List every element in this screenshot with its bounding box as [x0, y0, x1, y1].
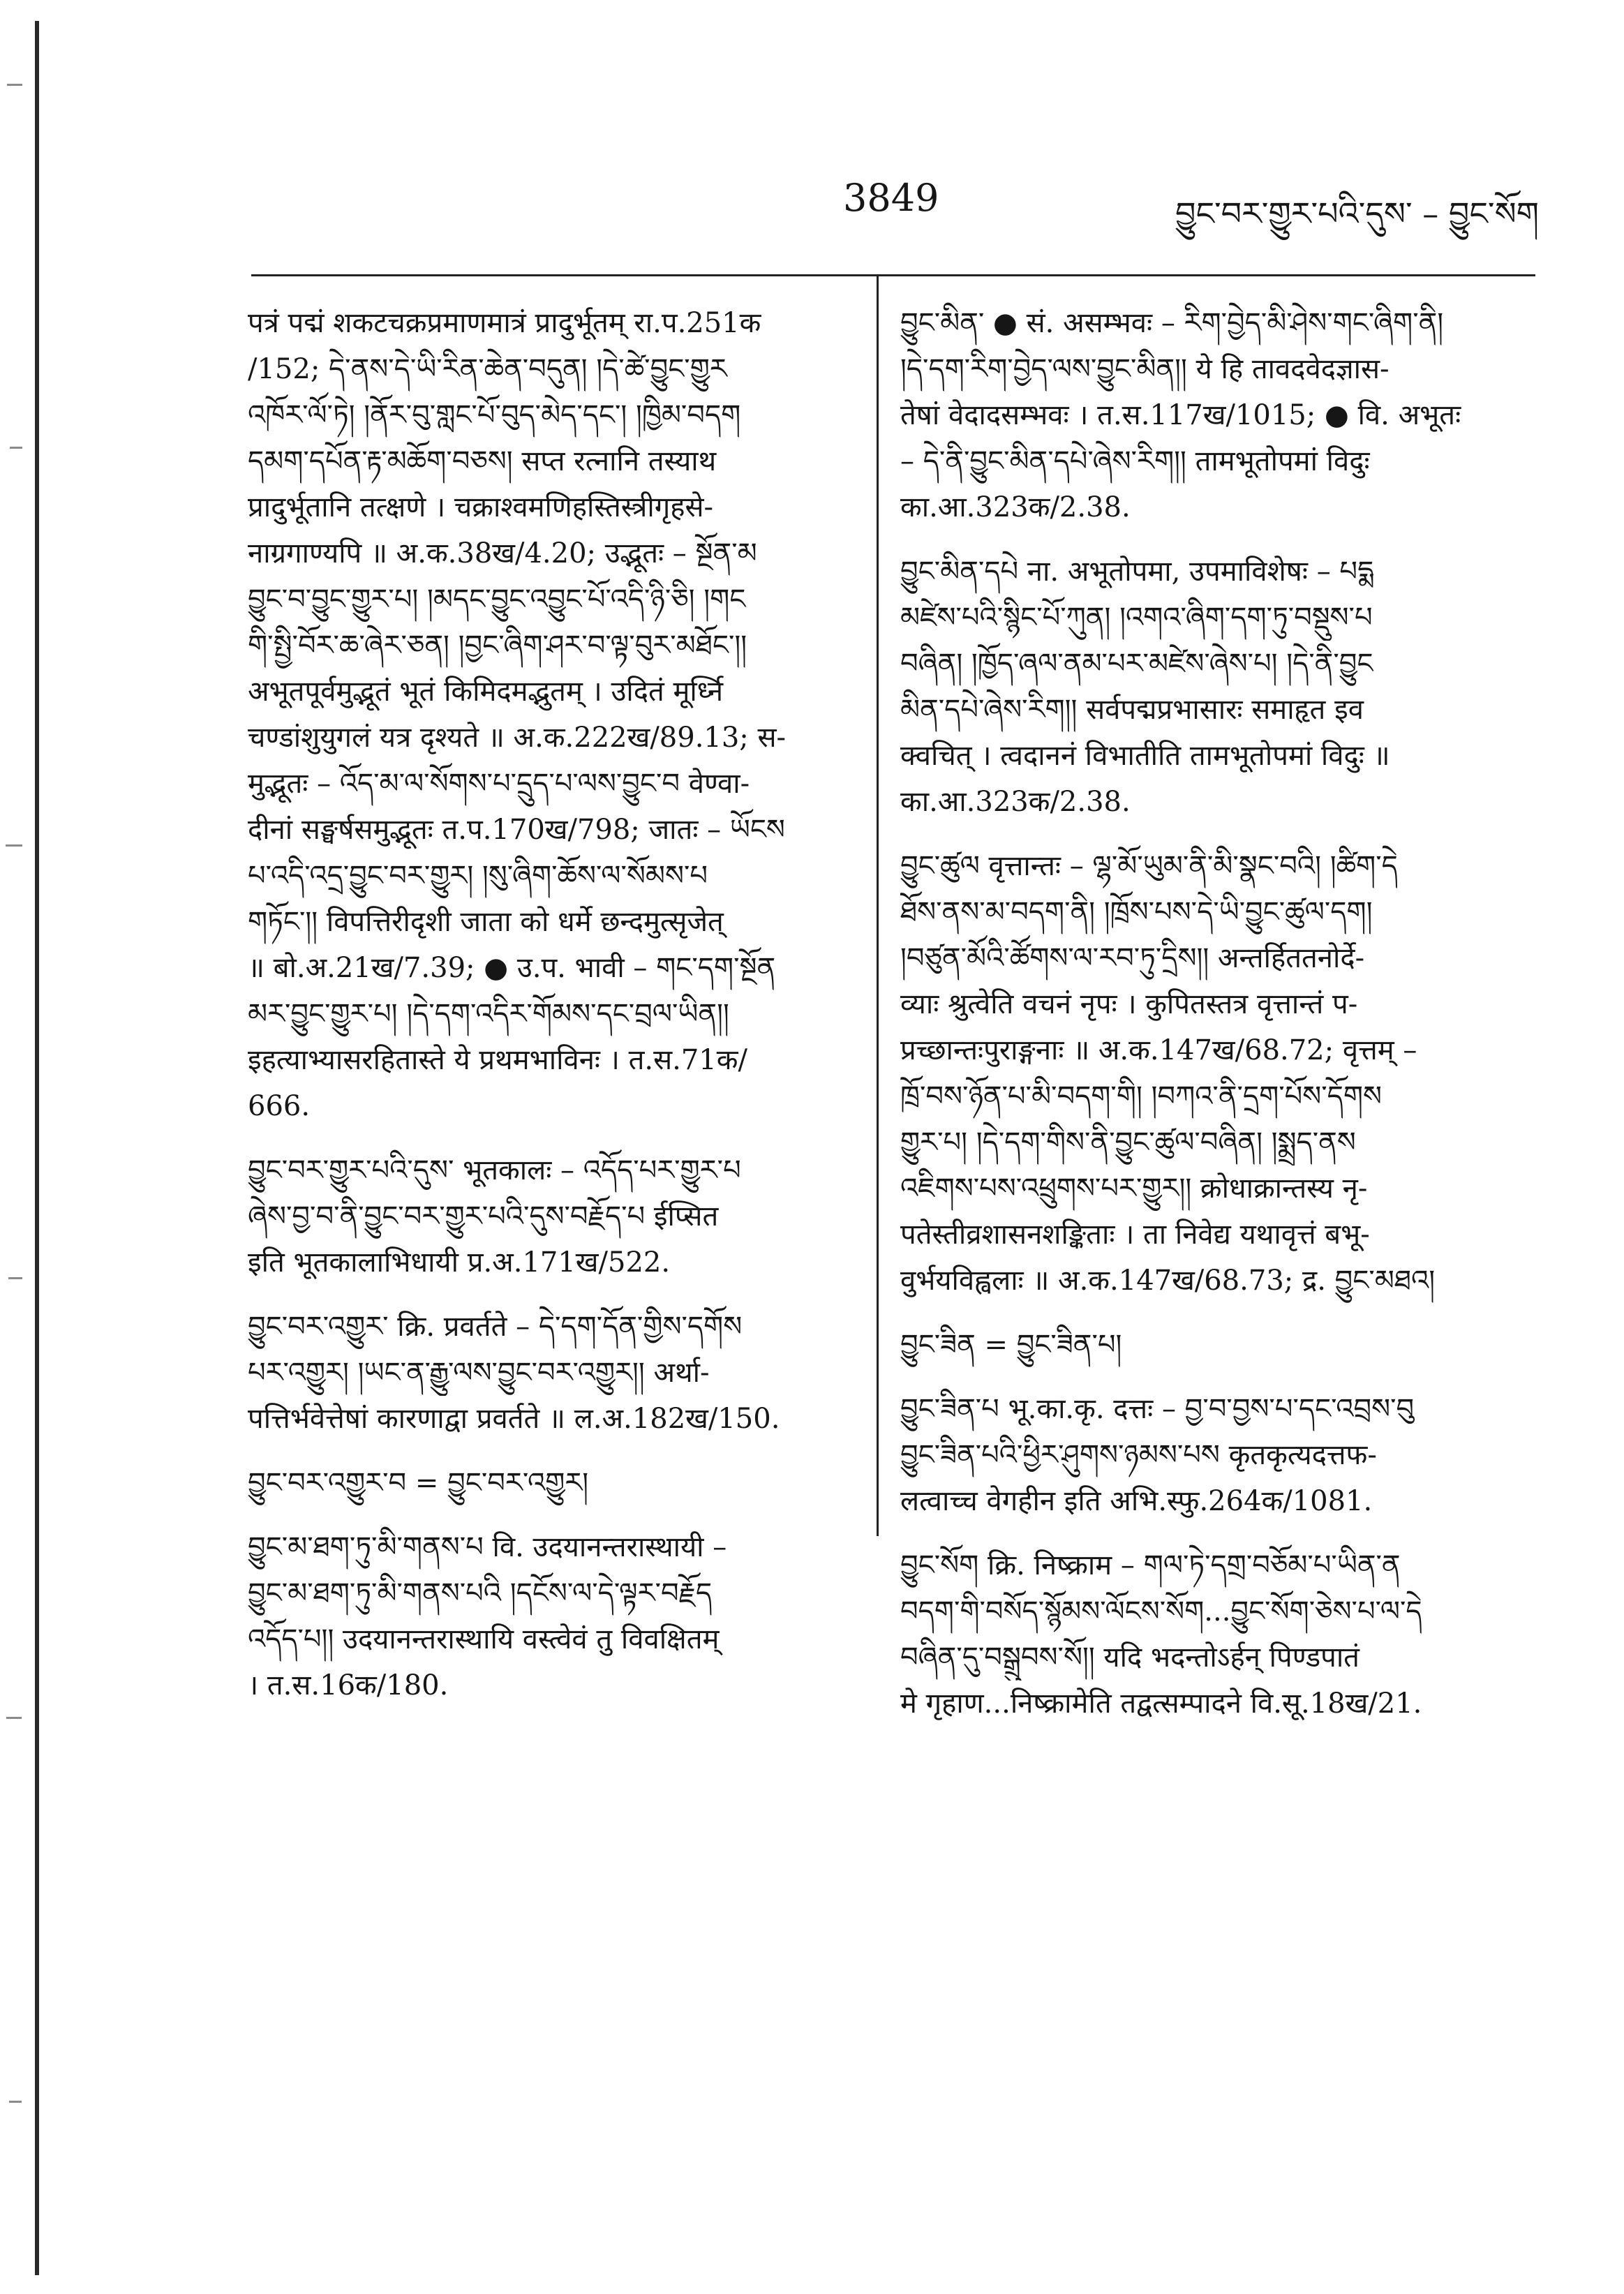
entry-line: གཏོང་།། विपत्तिरीदृशी जाता को धर्मे छन्दमुत्सृजेत् — [248, 906, 724, 938]
entry-line: ॥ बो.अ.21ख/7.39; ● उ.प. भावी – གང་དག་སྔོན — [248, 952, 776, 984]
dictionary-entry — [248, 1524, 855, 1708]
entry-headline: བྱུང་ཟིན་པ भू.का.कृ. दत्तः – བྱ་བ་བྱས་པ་དང་འབྲས་བུ — [900, 1393, 1415, 1425]
entry-line: མར་བྱུང་གྱུར་པ། །དེ་དག་འདིར་གོམས་དང་བྲལ་ཡིན།། — [248, 998, 729, 1030]
dictionary-entry — [248, 300, 855, 1129]
entry-line: པར་འགྱུར། །ཡང་ན་རྒྱུ་ལས་བྱུང་བར་འགྱུར།། अर्था- — [248, 1357, 710, 1389]
header-rule — [251, 274, 1535, 276]
entry-line: འཁོར་ལོ་ཏེ། །ནོར་བུ་གླང་པོ་བུད་མེད་དང་། །ཁྱིམ་བདག — [248, 399, 741, 431]
entry-headline: བྱུང་བར་གྱུར་པའི་དུས་ भूतकालः – འདོད་པར་གྱུར་པ — [248, 1154, 741, 1186]
column-divider — [877, 276, 879, 1536]
entry-line: འཇིགས་པས་འཕྲུགས་པར་གྱུར།། क्रोधाक्रान्तस्य नृ- — [900, 1172, 1368, 1205]
entry-line: व्याः श्रुत्वेति वचनं नृपः । कुपितस्तत्र वृत्तान्तं प- — [900, 988, 1358, 1020]
entry-line: अभूतपूर्वमुद्भूतं भूतं किमिदमद्भुतम् । उदितं मूर्ध्नि — [248, 676, 724, 708]
entry-headline: བྱུང་སོག क्रि. निष्क्राम – གལ་ཏེ་དགྲ་བཅོམ་པ་ཡིན་ན — [900, 1549, 1401, 1581]
entry-line: मुद्भूतः – འོད་མ་ལ་སོགས་པ་དྲུད་པ་ལས་བྱུང་བ वेण्वा- — [248, 768, 750, 800]
dictionary-entry — [900, 549, 1507, 825]
entry-line: तेषां वेदादसम्भवः । त.स.117ख/1015; ● वि. अभूतः — [900, 399, 1461, 431]
entry-line: प्रादुर्भूतानि तत्क्षणे । चक्राश्वमणिहस्तिस्त्रीगृहसे- — [248, 491, 714, 523]
entry-headline: བྱུང་མིན་དཔེ ना. अभूतोपमा, उपमाविशेषः – པདྨ — [900, 556, 1374, 588]
entry-line: ཐོས་ནས་མ་བདག་ནི། །ཁྲོས་པས་དེ་ཡི་བྱུང་ཚུལ་དག། — [900, 896, 1373, 928]
entry-line: པ་འདི་འདྲ་བྱུང་བར་གྱུར། །སུ་ཞིག་ཆོས་ལ་སོམས་པ — [248, 860, 708, 892]
entry-line: བྱུང་བ་བྱུང་གྱུར་པ། །མདང་བྱུང་འབྱུང་པོ་འདི་ཉི་ཅི། །གང — [248, 583, 746, 616]
entry-line: लत्वाच्च वेगहीन इति अभि.स्फु.264क/1081. — [900, 1485, 1373, 1517]
entry-line: का.आ.323क/2.38. — [900, 491, 1131, 523]
entry-headline: पत्रं पद्मं शकटचक्रप्रमाणमात्रं प्रादुर्भूतम् रा.प.251क — [248, 307, 761, 339]
dictionary-entry — [900, 1386, 1507, 1524]
entry-line: དམག་དཔོན་རྟ་མཆོག་བཅས། सप्त रत्नानि तस्याथ — [248, 445, 717, 477]
running-head: བྱུང་བར་གྱུར་པའི་དུས་ – བྱུང་སོག — [1175, 195, 1539, 232]
entry-line: འདོད་པ།། उदयानन्तरास्थायि वस्त्वेवं तु विवक्षितम् — [248, 1623, 720, 1655]
entry-line: पत्तिर्भवेत्तेषां कारणाद्वा प्रवर्तते ॥ ल.अ.182ख/150. — [248, 1403, 780, 1435]
entry-line: – དེ་ནི་བྱུང་མིན་དཔེ་ཞེས་རིག།། तामभूतोपमां विदुः — [900, 445, 1370, 477]
entry-line: །བཙུན་མོའི་ཚོགས་ལ་རབ་ཏུ་དྲིས།། अन्तर्हिततनोर्दे- — [900, 942, 1365, 974]
dictionary-entry — [248, 1304, 855, 1442]
entry-headline: བྱུང་བར་འགྱུར་བ = བྱུང་བར་འགྱུར། — [248, 1467, 589, 1499]
entry-headline: བྱུང་མ་ཐག་ཏུ་མི་གནས་པ वि. उदयानन्तरास्थायी – — [248, 1531, 727, 1563]
right-column — [900, 300, 1507, 1745]
entry-line: इति भूतकालाभिधायी प्र.अ.171ख/522. — [248, 1246, 671, 1279]
dictionary-entry — [900, 1322, 1507, 1368]
entry-line: प्रच्छान्तःपुराङ्गनाः ॥ अ.क.147ख/68.72; वृत्तम् – — [900, 1034, 1417, 1066]
dictionary-entry — [900, 1542, 1507, 1727]
dictionary-entry — [248, 1460, 855, 1506]
entry-line: མིན་དཔེ་ཞེས་རིག།། सर्वपद्मप्रभासारः समाहृत इव — [900, 694, 1364, 726]
entry-line: བྱུང་མ་ཐག་ཏུ་མི་གནས་པའི །དངོས་ལ་དེ་ལྟར་བརྗོད — [248, 1577, 713, 1609]
entry-headline: བྱུང་ཟིན = བྱུང་ཟིན་པ། — [900, 1329, 1122, 1361]
entry-line: नाग्रगाण्यपि ॥ अ.क.38ख/4.20; उद्भूतः – སྔོན་མ — [248, 537, 757, 569]
entry-line: वुर्भयविह्वलाः ॥ अ.क.147ख/68.73; द्र. བྱུང་མཐའ། — [900, 1265, 1436, 1297]
entry-line: का.आ.323क/2.38. — [900, 786, 1131, 818]
dictionary-entry — [248, 1147, 855, 1286]
entry-line: གི་སྤྱི་བོར་ཆ་ཞེར་ཅན། །བྱང་ཞིག་ཤར་བ་ལྟ་བུར་མཐོང་།། — [248, 630, 747, 662]
entry-line: བྱུང་ཟིན་པའི་ཕྱིར་ཤུགས་ཉམས་པས कृतकृत्यदत्तफ- — [900, 1439, 1377, 1471]
entry-line: /152; དེ་ནས་དེ་ཡི་རིན་ཆེན་བདུན། །དེ་ཚེ་བྱུང་གྱུར — [248, 353, 727, 385]
entry-headline: བྱུང་ཚུལ वृत्तान्तः – ལྷ་མོ་ཡུམ་ནི་མི་སྣང་བའི། །ཚིག་དེ — [900, 850, 1398, 882]
entry-line: । त.स.16क/180. — [248, 1669, 449, 1701]
entry-headline: བྱུང་མིན་ ● सं. असम्भवः – རིག་བྱེད་མི་ཤེས་གང་ཞིག་ནི། — [900, 307, 1444, 339]
entry-line: ཞེས་བྱ་བ་ནི་བྱུང་བར་གྱུར་པའི་དུས་བརྗོད་པ ईप्सित — [248, 1200, 719, 1232]
entry-line: क्वचित् । त्वदाननं विभातीति तामभूतोपमां विदुः ॥ — [900, 740, 1390, 772]
entry-line: བདག་གི་བསོད་སྙོམས་ལོངས་སོག...བྱུང་སོག་ཅེས་པ་ལ་དེ — [900, 1595, 1422, 1628]
entry-line: चण्डांशुयुगलं यत्र दृश्यते ॥ अ.क.222ख/89.13; स- — [248, 722, 787, 754]
entry-line: 666. — [248, 1090, 311, 1122]
dictionary-entry — [900, 300, 1507, 530]
entry-headline: བྱུང་བར་འགྱུར་ क्रि. प्रवर्तते – དེ་དག་དོན་གྱིས་དགོས — [248, 1311, 743, 1343]
entry-line: གྱུར་པ། །དེ་དག་གིས་ནི་བྱུང་ཚུལ་བཞིན། །སྨྲད་ནས — [900, 1126, 1356, 1159]
entry-line: བཞིན། །ཁྱོད་ཞལ་ནམ་པར་མཛེས་ཞེས་པ། །དེ་ནི་བྱུང — [900, 648, 1373, 680]
entry-line: །དེ་དག་རིག་བྱེད་ལས་བྱུང་མིན།། ये हि तावदवेदज्ञास- — [900, 353, 1390, 385]
entry-line: ཁྲོ་བས་ཉོན་པ་མི་བདག་གི། །བཀའ་ནི་དྲག་པོས་དོགས — [900, 1080, 1382, 1112]
page-number: 3849 — [843, 176, 939, 220]
entry-line: བཞིན་དུ་བསྒྲུབས་སོ།། यदि भदन्तोऽर्हन् पिण्डपातं — [900, 1641, 1359, 1674]
page-header — [258, 176, 1539, 239]
dictionary-entry — [900, 843, 1507, 1304]
entry-line: མཛེས་པའི་སྙིང་པོ་ཀུན། །འགའ་ཞིག་དག་ཏུ་བསྡུས་པ — [900, 602, 1373, 634]
entry-line: मे गृहाण...निष्क्रामेति तद्वत्सम्पादने वि.सू.18ख/21. — [900, 1688, 1422, 1720]
left-column — [248, 300, 855, 1727]
entry-line: पतेस्तीव्रशासनशङ्किताः । ता निवेद्य यथावृत्तं बभू- — [900, 1219, 1370, 1251]
entry-line: दीनां सङ्घर्षसमुद्भूतः त.प.170ख/798; जातः – ཡོངས — [248, 814, 785, 846]
entry-line: इहत्याभ्यासरहितास्ते ये प्रथमभाविनः । त.स.71क/ — [248, 1044, 747, 1076]
scanned-page-edge — [0, 0, 33, 2294]
